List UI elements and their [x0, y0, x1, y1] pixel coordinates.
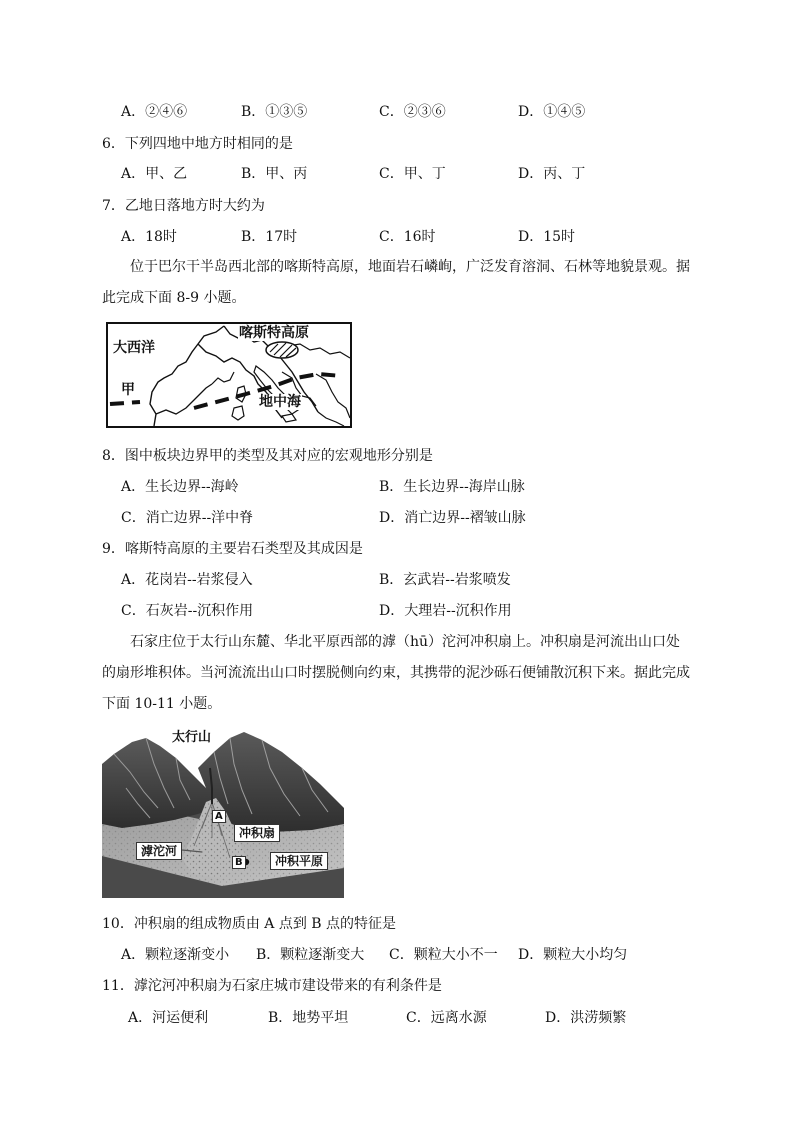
q10-option-a: A．颗粒逐渐变小	[121, 947, 230, 963]
q6-stem: 6．下列四地中地方时相同的是	[102, 136, 293, 152]
q7-option-b: B．17时	[241, 229, 298, 245]
fan-label-alluvial-plain: 冲积平原	[270, 852, 328, 870]
q11-option-d: D．洪涝频繁	[545, 1010, 627, 1026]
q6-option-c: C．甲、丁	[379, 166, 446, 182]
intro-paragraph-karst: 位于巴尔干半岛西北部的喀斯特高原，地面岩石嶙峋，广泛发育溶洞、石林等地貌景观。据此完成下面 8-9 小题。	[102, 259, 690, 306]
q9-option-d: D．大理岩--沉积作用	[379, 603, 512, 619]
q5-option-d: D．①④⑤	[518, 104, 586, 120]
q6-option-b: B．甲、丙	[241, 166, 308, 182]
q11-option-c: C．远离水源	[406, 1010, 487, 1026]
q9-stem: 9．喀斯特高原的主要岩石类型及其成因是	[102, 541, 363, 557]
fan-label-point-a: A	[212, 810, 226, 823]
q7-stem: 7．乙地日落地方时大约为	[102, 198, 265, 214]
q5-option-a: A．②④⑥	[121, 104, 188, 120]
q10-option-c: C．颗粒大小不一	[389, 947, 498, 963]
intro-paragraph-alluvial-fan: 石家庄位于太行山东麓、华北平原西部的滹（hū）沱河冲积扇上。冲积扇是河流出山口处的扇形堆积体。当河流流出山口时摆脱侧向约束，其携带的泥沙砾石便铺散沉积下来。据此完成下面 10-11 小题。	[102, 634, 690, 712]
q11-option-b: B．地势平坦	[268, 1010, 349, 1026]
q7-option-d: D．15时	[518, 229, 576, 245]
karst-map-graphic	[106, 322, 352, 428]
q11-option-a: A．河运便利	[128, 1010, 209, 1026]
q10-option-d: D．颗粒大小均匀	[518, 947, 628, 963]
q8-option-c: C．消亡边界--洋中脊	[121, 510, 254, 526]
q8-option-b: B．生长边界--海岸山脉	[379, 479, 525, 495]
q6-option-a: A．甲、乙	[121, 166, 188, 182]
fan-label-point-b: B	[232, 856, 246, 869]
alluvial-fan-figure	[102, 728, 344, 898]
map-label-mediterranean: 地中海	[259, 394, 301, 410]
q7-option-c: C．16时	[379, 229, 436, 245]
q10-option-b: B．颗粒逐渐变大	[256, 947, 365, 963]
q9-option-b: B．玄武岩--岩浆喷发	[379, 572, 511, 588]
q11-stem: 11．滹沱河冲积扇为石家庄城市建设带来的有利条件是	[102, 978, 442, 994]
q6-option-d: D．丙、丁	[518, 166, 586, 182]
map-label-plateau: 喀斯特高原	[239, 325, 309, 341]
karst-map-figure	[106, 322, 352, 428]
q8-option-a: A．生长边界--海岭	[121, 479, 239, 495]
map-label-jia: 甲	[121, 382, 135, 398]
q8-stem: 8．图中板块边界甲的类型及其对应的宏观地形分别是	[102, 448, 433, 464]
q10-stem: 10．冲积扇的组成物质由 A 点到 B 点的特征是	[102, 916, 397, 932]
q9-option-c: C．石灰岩--沉积作用	[121, 603, 254, 619]
map-label-atlantic: 大西洋	[113, 340, 155, 356]
q5-option-b: B．①③⑤	[241, 104, 308, 120]
q7-option-a: A．18时	[121, 229, 177, 245]
q9-option-a: A．花岗岩--岩浆侵入	[121, 572, 253, 588]
q8-option-d: D．消亡边界--褶皱山脉	[379, 510, 526, 526]
fan-label-taihang: 太行山	[172, 730, 212, 745]
q5-option-c: C．②③⑥	[379, 104, 446, 120]
fan-label-hutuo-river: 滹沱河	[136, 842, 182, 860]
fan-label-alluvial-fan: 冲积扇	[234, 824, 280, 842]
